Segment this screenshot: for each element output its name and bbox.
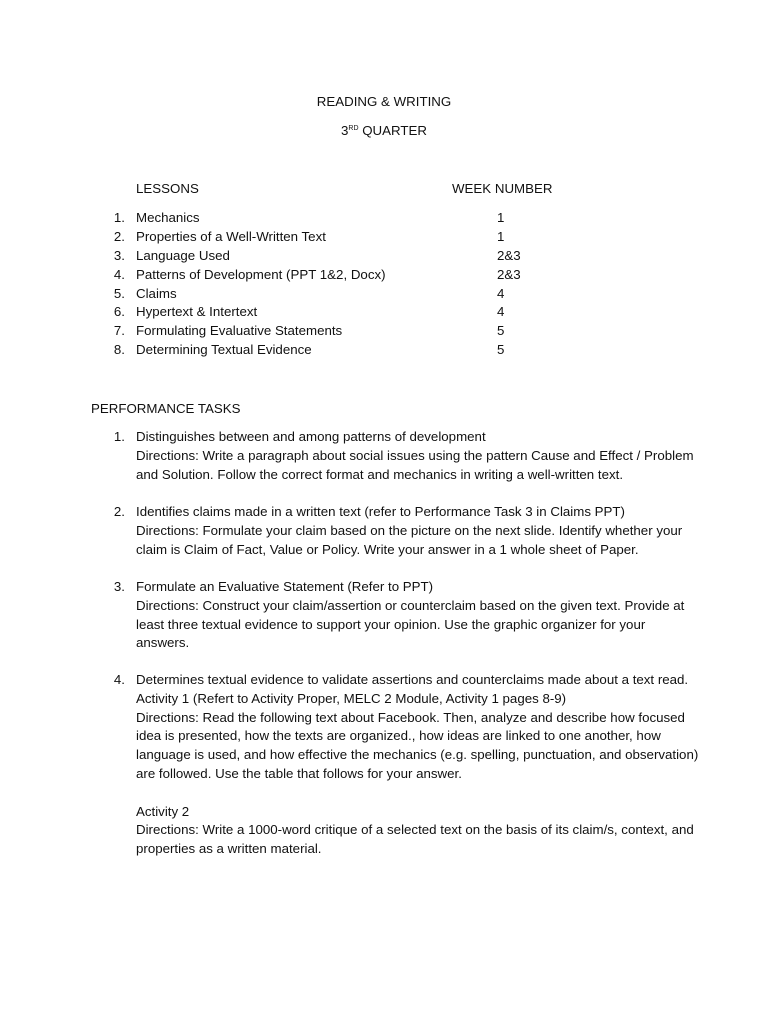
lesson-title: Hypertext & Intertext bbox=[136, 304, 258, 319]
lesson-week: 2&3 bbox=[497, 267, 521, 282]
task-number: 2. bbox=[113, 504, 125, 519]
lesson-title: Language Used bbox=[136, 248, 230, 263]
lesson-week: 5 bbox=[497, 342, 505, 357]
task-line: language is used, and how effective the mechanics (e.g. spelling, punctuation, and observation) bbox=[136, 747, 699, 763]
task-number: 1. bbox=[113, 429, 125, 444]
lesson-number: 1. bbox=[113, 210, 125, 225]
task-line: claim is Claim of Fact, Value or Policy. Write your answer in a 1 whole sheet of Paper. bbox=[136, 541, 639, 557]
lesson-number: 7. bbox=[113, 323, 125, 338]
task-line: and Solution. Follow the correct format and mechanics in writing a well-written text. bbox=[136, 466, 624, 482]
lesson-week: 1 bbox=[497, 229, 505, 244]
task-line: Directions: Write a 1000-word critique of a selected text on the basis of its claim/s, context, and bbox=[136, 822, 694, 838]
lesson-title: Determining Textual Evidence bbox=[136, 342, 312, 357]
task-line: Activity 1 (Refert to Activity Proper, MELC 2 Module, Activity 1 pages 8-9) bbox=[136, 690, 567, 706]
lesson-week: 1 bbox=[497, 210, 505, 225]
task-line: Distinguishes between and among patterns of development bbox=[136, 429, 486, 444]
lesson-number: 4. bbox=[113, 267, 125, 282]
task-line: Directions: Construct your claim/assertion or counterclaim based on the given text. Provide at bbox=[136, 597, 685, 613]
task-line: Identifies claims made in a written text (refer to Performance Task 3 in Claims PPT) bbox=[136, 504, 625, 519]
lesson-title: Properties of a Well-Written Text bbox=[136, 229, 326, 244]
lesson-number: 6. bbox=[113, 304, 125, 319]
quarter-superscript: RD bbox=[348, 125, 359, 132]
task-line: answers. bbox=[136, 635, 190, 651]
task-number: 4. bbox=[113, 672, 125, 687]
lesson-title: Patterns of Development (PPT 1&2, Docx) bbox=[136, 267, 386, 282]
task-line: Directions: Read the following text about Facebook. Then, analyze and describe how focused bbox=[136, 709, 685, 725]
lesson-number: 3. bbox=[113, 248, 125, 263]
task-line: idea is presented, how the texts are organized., how ideas are linked to one another, how bbox=[136, 728, 661, 744]
task-line: Directions: Formulate your claim based on the picture on the next slide. Identify whether your bbox=[136, 522, 683, 538]
lesson-number: 5. bbox=[113, 286, 125, 301]
lesson-number: 8. bbox=[113, 342, 125, 357]
task-body bbox=[136, 671, 699, 859]
quarter-number: 3 bbox=[340, 123, 349, 138]
lesson-title: Formulating Evaluative Statements bbox=[136, 323, 343, 338]
task-line: are followed. Use the table that follows for your answer. bbox=[136, 765, 462, 781]
task-line: Formulate an Evaluative Statement (Refer to PPT) bbox=[136, 579, 434, 594]
lesson-title: Mechanics bbox=[136, 210, 200, 225]
document-title: READING & WRITING bbox=[316, 94, 452, 109]
lessons-column-header: LESSONS bbox=[136, 181, 199, 196]
week-column-header: WEEK NUMBER bbox=[452, 181, 553, 196]
lesson-week: 4 bbox=[497, 286, 505, 301]
task-body bbox=[136, 503, 683, 559]
task-body bbox=[136, 428, 694, 484]
lesson-number: 2. bbox=[113, 229, 125, 244]
task-line: Activity 2 bbox=[136, 803, 190, 819]
task-line: Directions: Write a paragraph about social issues using the pattern Cause and Effect / Problem bbox=[136, 447, 694, 463]
quarter-word: QUARTER bbox=[362, 123, 427, 138]
task-line: least three textual evidence to support your opinion. Use the graphic organizer for your bbox=[136, 616, 646, 632]
quarter-heading bbox=[0, 122, 768, 141]
blank-line bbox=[136, 784, 676, 803]
task-line: Determines textual evidence to validate assertions and counterclaims made about a text read. bbox=[136, 672, 689, 687]
lesson-week: 4 bbox=[497, 304, 505, 319]
task-line: properties as a written material. bbox=[136, 841, 322, 857]
task-body bbox=[136, 578, 685, 653]
lesson-title: Claims bbox=[136, 286, 177, 301]
lesson-week: 5 bbox=[497, 323, 505, 338]
task-number: 3. bbox=[113, 579, 125, 594]
performance-tasks-heading: PERFORMANCE TASKS bbox=[91, 401, 241, 416]
lesson-week: 2&3 bbox=[497, 248, 521, 263]
